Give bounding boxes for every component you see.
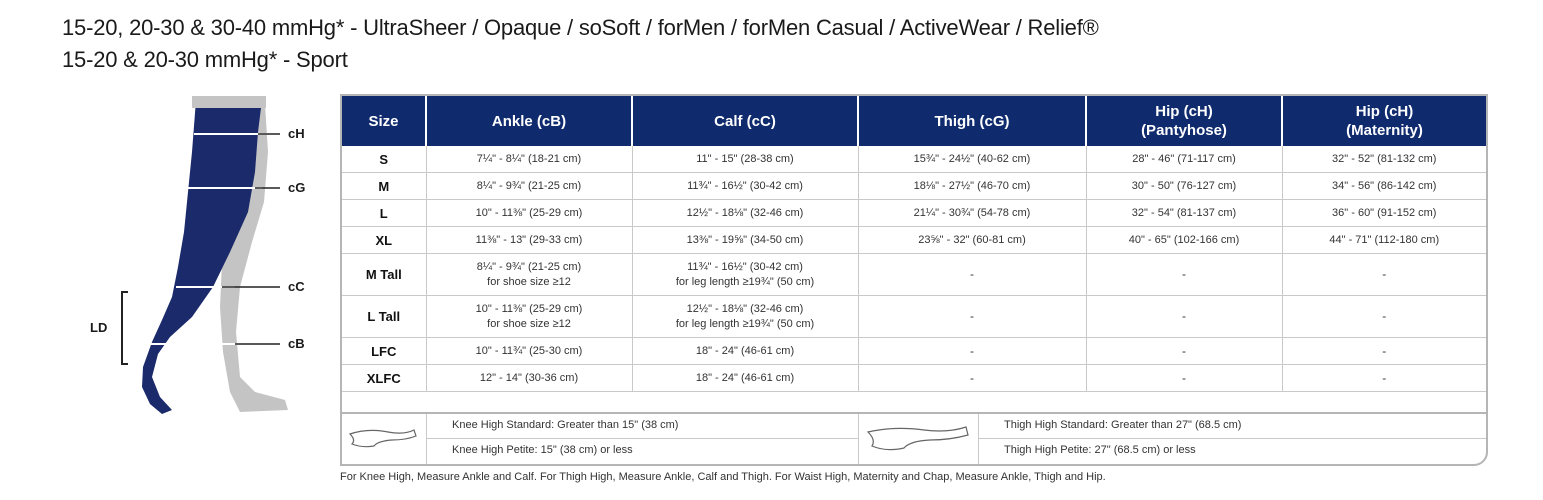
column-header-thigh: Thigh (cG) bbox=[858, 96, 1086, 146]
size-cell: XL bbox=[342, 227, 426, 254]
size-cell: L Tall bbox=[342, 296, 426, 338]
calf-note: for leg length ≥19¾" (50 cm) bbox=[675, 317, 815, 330]
column-header-size: Size bbox=[342, 96, 426, 146]
ankle-value: 8¼" - 9¾" (21-25 cm) bbox=[476, 260, 582, 273]
thigh-cell: 15¾" - 24½" (40-62 cm) bbox=[858, 146, 1086, 173]
ankle-cell: 10" - 11¾" (25-30 cm) bbox=[426, 338, 632, 365]
label-ch: cH bbox=[288, 126, 305, 141]
table-header-row bbox=[342, 96, 1486, 146]
ankle-cell: 7¼" - 8¼" (18-21 cm) bbox=[426, 146, 632, 173]
calf-cell: 18" - 24" (46-61 cm) bbox=[632, 338, 858, 365]
hip-pantyhose-cell: 28" - 46" (71-117 cm) bbox=[1086, 146, 1282, 173]
knee-high-standard: Knee High Standard: Greater than 15" (38 cm) bbox=[452, 419, 679, 431]
ankle-note: for shoe size ≥12 bbox=[487, 275, 571, 288]
calf-cell: 18" - 24" (46-61 cm) bbox=[632, 365, 858, 392]
length-panel bbox=[342, 412, 1486, 464]
column-header-ankle: Ankle (cB) bbox=[426, 96, 632, 146]
divider bbox=[978, 414, 979, 464]
thigh-cell: - bbox=[858, 254, 1086, 296]
hip-maternity-cell: 36" - 60" (91-152 cm) bbox=[1282, 200, 1486, 227]
divider bbox=[978, 438, 1488, 439]
divider bbox=[426, 414, 427, 464]
hip-pantyhose-cell: - bbox=[1086, 296, 1282, 338]
column-header-hip-maternity: Hip (cH) (Maternity) bbox=[1282, 96, 1486, 146]
hip-pantyhose-cell: 40" - 65" (102-166 cm) bbox=[1086, 227, 1282, 254]
knee-high-petite: Knee High Petite: 15" (38 cm) or less bbox=[452, 444, 633, 456]
table-row bbox=[342, 227, 1486, 254]
calf-cell bbox=[632, 296, 858, 338]
table-row bbox=[342, 146, 1486, 173]
table-row bbox=[342, 338, 1486, 365]
size-cell: S bbox=[342, 146, 426, 173]
hip-pantyhose-cell: - bbox=[1086, 254, 1282, 296]
calf-cell: 12½" - 18⅛" (32-46 cm) bbox=[632, 200, 858, 227]
table-row bbox=[342, 173, 1486, 200]
thigh-high-standard: Thigh High Standard: Greater than 27" (68.5 cm) bbox=[1004, 419, 1242, 431]
calf-cell: 11¾" - 16½" (30-42 cm) bbox=[632, 173, 858, 200]
divider bbox=[858, 414, 859, 464]
thigh-cell: - bbox=[858, 296, 1086, 338]
label-ld: LD bbox=[90, 320, 108, 335]
hip-pantyhose-cell: - bbox=[1086, 338, 1282, 365]
hip-pantyhose-cell: 32" - 54" (81-137 cm) bbox=[1086, 200, 1282, 227]
thigh-cell: 21¼" - 30¾" (54-78 cm) bbox=[858, 200, 1086, 227]
leg-diagram bbox=[80, 92, 330, 422]
hip-maternity-cell: 34" - 56" (86-142 cm) bbox=[1282, 173, 1486, 200]
divider bbox=[426, 438, 858, 439]
size-cell: LFC bbox=[342, 338, 426, 365]
hip-maternity-cell: 44" - 71" (112-180 cm) bbox=[1282, 227, 1486, 254]
hip-pantyhose-cell: 30" - 50" (76-127 cm) bbox=[1086, 173, 1282, 200]
label-cg: cG bbox=[288, 180, 306, 195]
thigh-cell: 18⅛" - 27½" (46-70 cm) bbox=[858, 173, 1086, 200]
size-cell: XLFC bbox=[342, 365, 426, 392]
thigh-cell: - bbox=[858, 365, 1086, 392]
table-row bbox=[342, 200, 1486, 227]
ld-bracket bbox=[122, 292, 128, 364]
stocking-top-band bbox=[192, 96, 266, 108]
calf-cell: 13⅜" - 19⅝" (34-50 cm) bbox=[632, 227, 858, 254]
calf-note: for leg length ≥19¾" (50 cm) bbox=[675, 275, 815, 288]
hip-maternity-cell: 32" - 52" (81-132 cm) bbox=[1282, 146, 1486, 173]
thigh-cell: 23⅝" - 32" (60-81 cm) bbox=[858, 227, 1086, 254]
ankle-cell bbox=[426, 296, 632, 338]
ankle-cell: 8¼" - 9¾" (21-25 cm) bbox=[426, 173, 632, 200]
table-row bbox=[342, 365, 1486, 392]
size-cell: L bbox=[342, 200, 426, 227]
hip-maternity-cell: - bbox=[1282, 296, 1486, 338]
calf-value: 11¾" - 16½" (30-42 cm) bbox=[687, 260, 803, 273]
ankle-cell: 11⅜" - 13" (29-33 cm) bbox=[426, 227, 632, 254]
table-row bbox=[342, 296, 1486, 338]
thigh-cell: - bbox=[858, 338, 1086, 365]
ankle-value: 10" - 11⅜" (25-29 cm) bbox=[475, 302, 583, 315]
ankle-cell: 12" - 14" (30-36 cm) bbox=[426, 365, 632, 392]
size-cell: M Tall bbox=[342, 254, 426, 296]
hip-maternity-cell: - bbox=[1282, 365, 1486, 392]
calf-cell: 11" - 15" (28-38 cm) bbox=[632, 146, 858, 173]
hip-maternity-cell: - bbox=[1282, 338, 1486, 365]
calf-cell bbox=[632, 254, 858, 296]
thigh-high-icon bbox=[864, 422, 972, 456]
size-chart bbox=[340, 94, 1488, 466]
hip-maternity-cell: - bbox=[1282, 254, 1486, 296]
title-line-2: 15-20 & 20-30 mmHg* - Sport bbox=[62, 47, 348, 72]
ankle-cell bbox=[426, 254, 632, 296]
size-table bbox=[342, 96, 1486, 392]
size-cell: M bbox=[342, 173, 426, 200]
ankle-cell: 10" - 11⅜" (25-29 cm) bbox=[426, 200, 632, 227]
leg-illustration bbox=[80, 92, 330, 422]
hip-pantyhose-cell: - bbox=[1086, 365, 1282, 392]
title-line-1: 15-20, 20-30 & 30-40 mmHg* - UltraSheer / Opaque / soSoft / forMen / forMen Casual / ActiveWear / Relief® bbox=[62, 15, 1099, 40]
label-cc: cC bbox=[288, 279, 305, 294]
column-header-hip-pantyhose: Hip (cH) (Pantyhose) bbox=[1086, 96, 1282, 146]
thigh-high-petite: Thigh High Petite: 27" (68.5 cm) or less bbox=[1004, 444, 1196, 456]
table-row bbox=[342, 254, 1486, 296]
label-cb: cB bbox=[288, 336, 305, 351]
ankle-note: for shoe size ≥12 bbox=[487, 317, 571, 330]
column-header-calf: Calf (cC) bbox=[632, 96, 858, 146]
knee-high-icon bbox=[348, 424, 420, 452]
calf-value: 12½" - 18⅛" (32-46 cm) bbox=[686, 302, 804, 315]
measurement-footnote: For Knee High, Measure Ankle and Calf. For Thigh High, Measure Ankle, Calf and Thigh. For Waist High, Maternity and Chap, Measure Ankle, Thigh and Hip. bbox=[340, 471, 1106, 483]
